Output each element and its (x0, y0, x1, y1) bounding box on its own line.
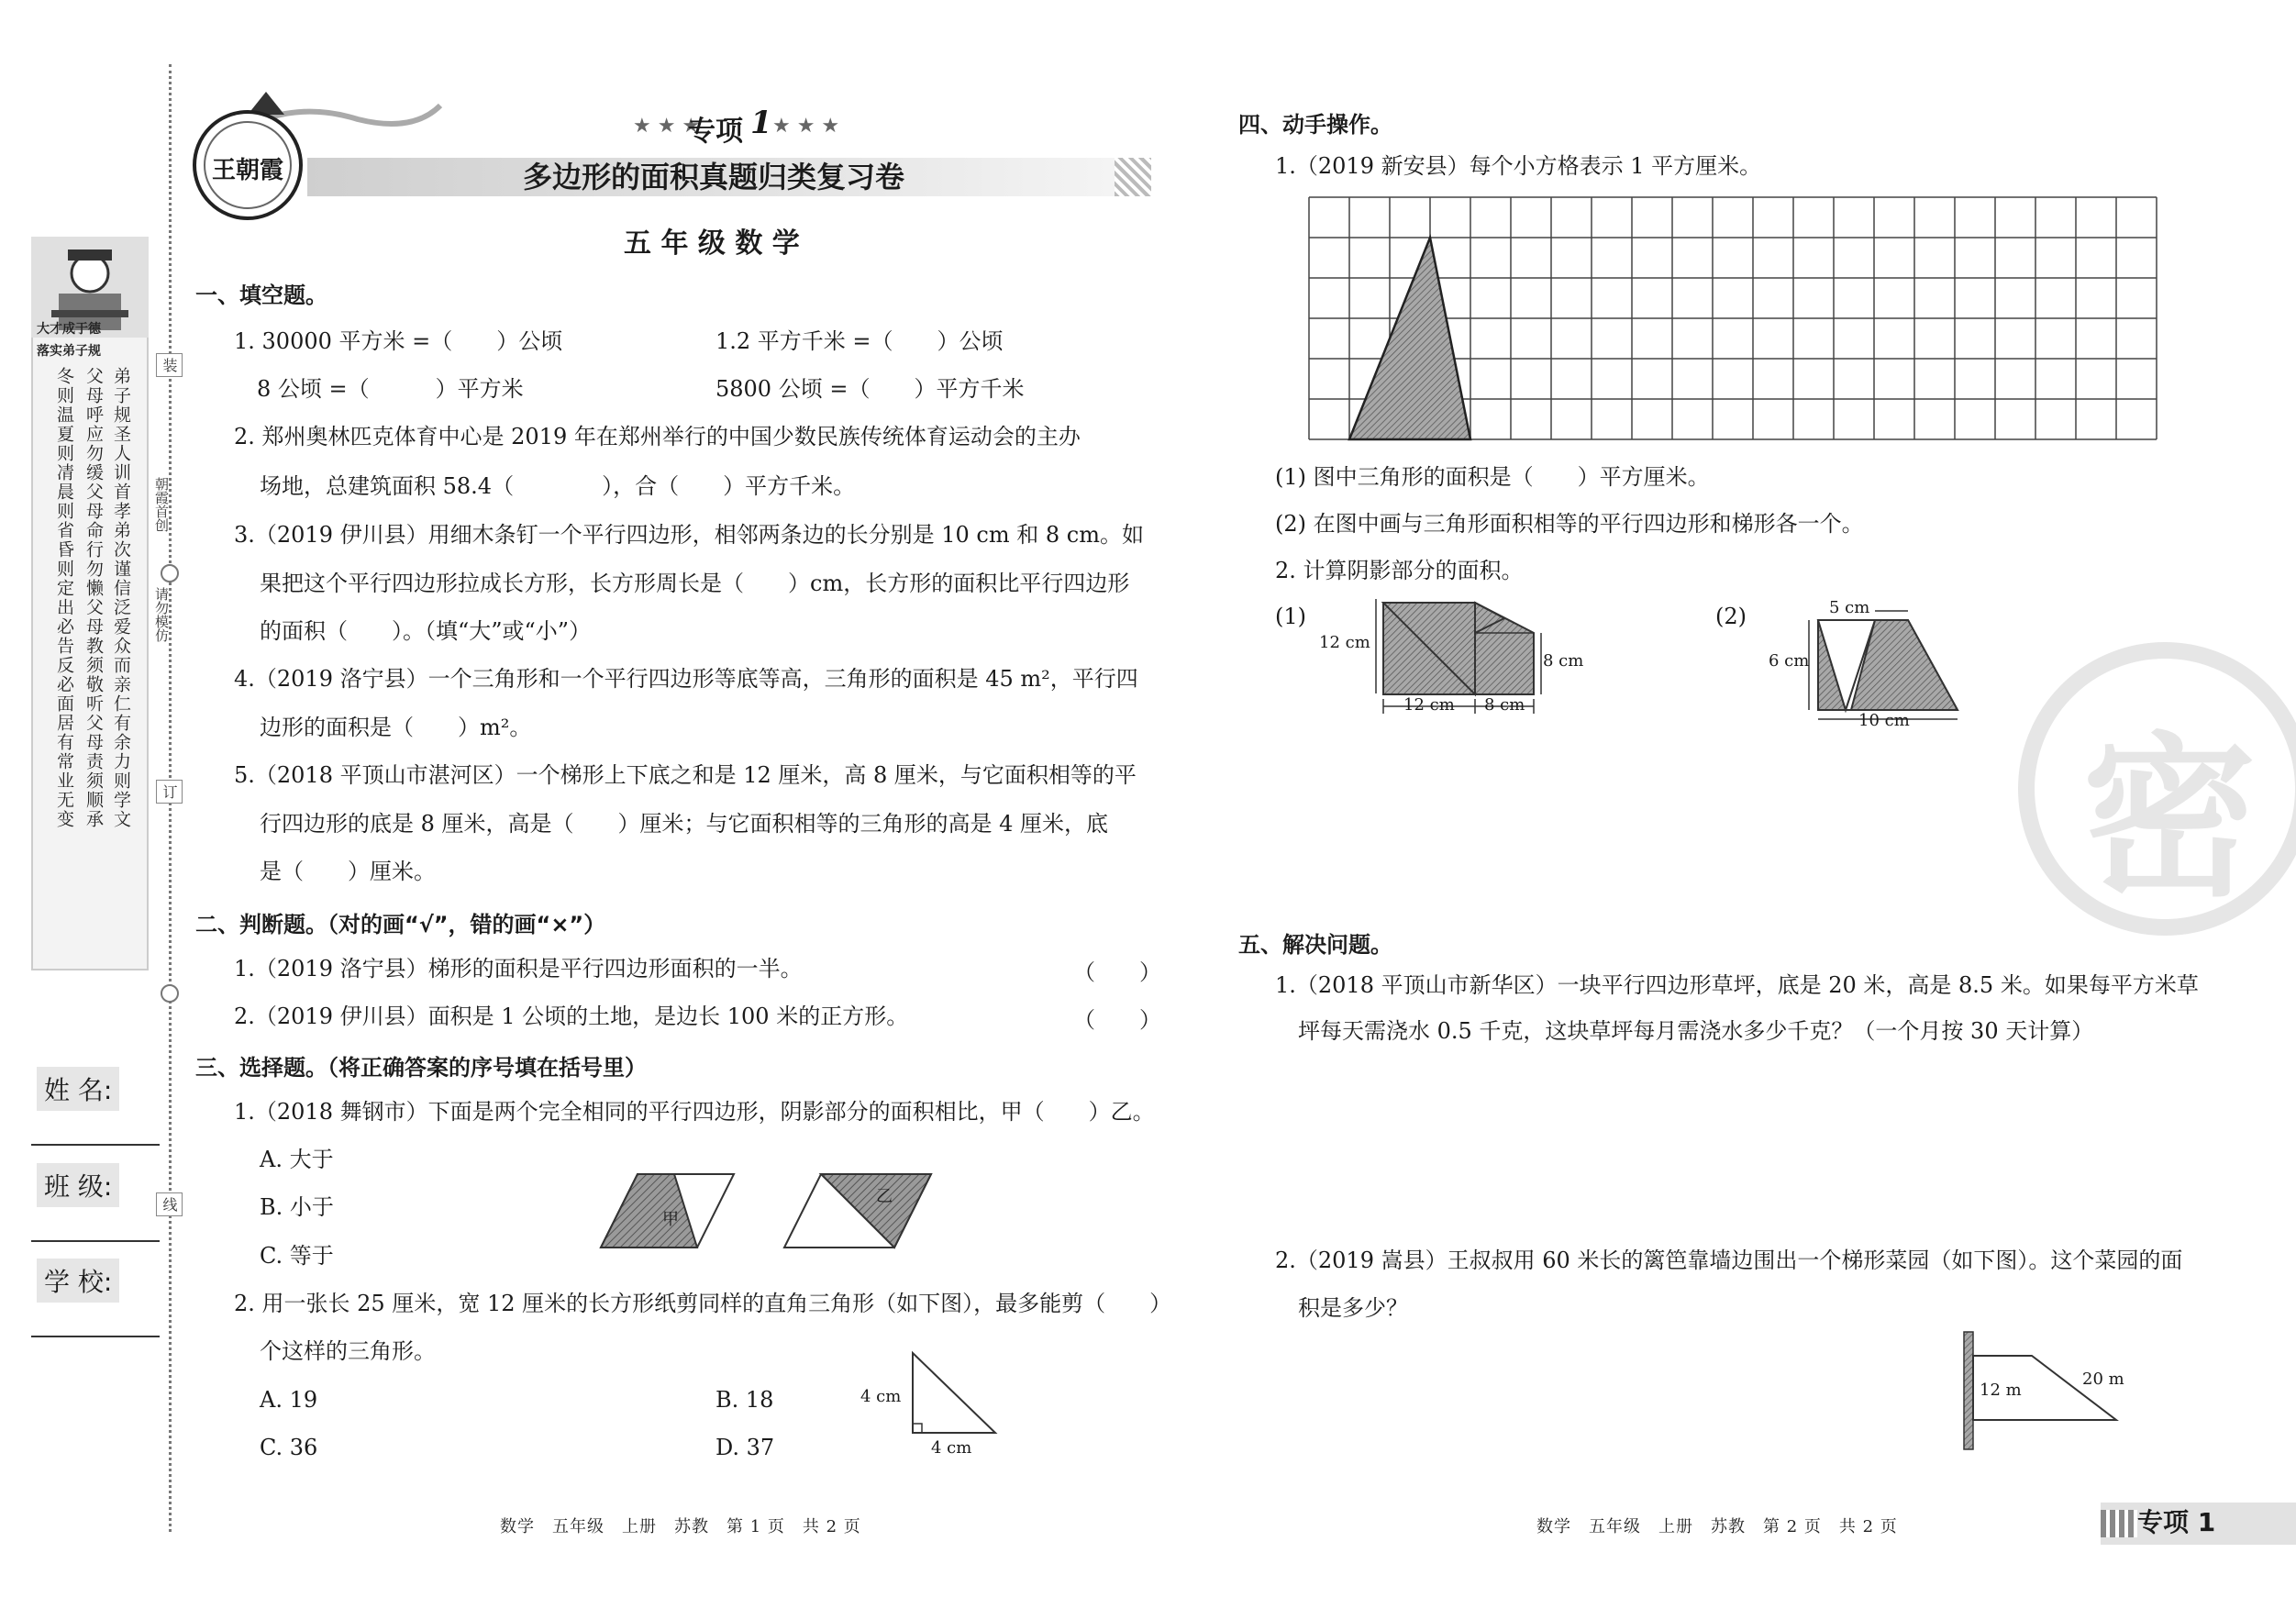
footer-badge: 专项 1 (2137, 1507, 2216, 1537)
question-text: 8 公顷 =（ ）平方米 (257, 376, 524, 402)
motto-caption: 落实弟子规 (37, 344, 101, 359)
motto-column: 冬则温夏则凊晨则省昏则定出必告反必面居有常业无变 (54, 367, 74, 829)
question-text: 场地，总建筑面积 58.4（ ），合（ ）平方千米。 (260, 473, 856, 499)
section-heading: 一、填空题。 (195, 283, 327, 308)
answer-paren[interactable]: （ ） (1073, 959, 1161, 985)
section-heading: 五、解决问题。 (1238, 932, 1392, 958)
question-text: 坪每天需浇水 0.5 千克，这块草坪每月需浇水多少千克？（一个月按 30 天计算） (1298, 1018, 2094, 1044)
binding-hole-icon (161, 564, 179, 582)
shaded-triangle (1349, 238, 1470, 439)
parallelogram-figures (596, 1170, 945, 1252)
question-text: 行四边形的底是 8 厘米，高是（ ）厘米；与它面积相等的三角形的高是 4 厘米，底 (260, 811, 1109, 837)
class-label: 班 级: (37, 1163, 119, 1207)
question-text: 1.（2018 舞钢市）下面是两个完全相同的平行四边形，阴影部分的面积相比，甲（ ）乙。 (234, 1099, 1155, 1125)
seal-char-xian: 线 (156, 1192, 183, 1216)
motto-column: 父母呼应勿缓父母命行勿懒父母教须敬听父母责须顺承 (83, 367, 104, 829)
question-text: 的面积（ ）。（填“大”或“小”） (260, 618, 592, 644)
option-a: A. 大于 (260, 1147, 334, 1172)
question-text: 1.（2019 洛宁县）梯形的面积是平行四边形面积的一半。 (234, 956, 803, 981)
garden-side-20m: 20 m (2082, 1370, 2124, 1389)
option-a: A. 19 (260, 1387, 318, 1413)
question-text: 1.（2019 新安县）每个小方格表示 1 平方厘米。 (1275, 153, 1762, 179)
section-heading: 三、选择题。（将正确答案的序号填在括号里） (195, 1055, 647, 1081)
figure-label: (1) (1275, 604, 1306, 629)
brand-logo-text: 王朝霞 (211, 157, 283, 184)
footer-right: 数学 五年级 上册 苏教 第 2 页 共 2 页 (1536, 1517, 1898, 1536)
option-b: B. 18 (715, 1387, 774, 1413)
question-text: (1) 图中三角形的面积是（ ）平方厘米。 (1275, 464, 1710, 490)
label-jia: 甲 (662, 1210, 679, 1229)
option-c: C. 等于 (260, 1243, 334, 1269)
topic-number: 1 (750, 105, 772, 141)
school-label: 学 校: (37, 1259, 119, 1303)
star-right: ★ ★ ★ (772, 115, 840, 138)
footer-left: 数学 五年级 上册 苏教 第 1 页 共 2 页 (500, 1517, 861, 1536)
answer-paren[interactable]: （ ） (1073, 1007, 1161, 1033)
question-text: 2. 郑州奥林匹克体育中心是 2019 年在郑州举行的中国少数民族传统体育运动会的主办 (234, 424, 1081, 449)
question-text: 5.（2018 平顶山市湛河区）一个梯形上下底之和是 12 厘米，高 8 厘米，与它面积相等的平 (234, 762, 1137, 788)
motto-column: 弟子规圣人训首孝弟次谨信泛爱众而亲仁有余力则学文 (111, 367, 131, 829)
page-subtitle: 五 年 级 数 学 (624, 227, 800, 260)
figure-label: (2) (1715, 604, 1747, 629)
footer-badge-pattern (2101, 1510, 2137, 1537)
question-text: 2. 用一张长 25 厘米，宽 12 厘米的长方形纸剪同样的直角三角形（如下图），最多能剪（ ） (234, 1291, 1172, 1316)
garden-height-12m: 12 m (1980, 1381, 2022, 1400)
watermark-char: 密 (2082, 717, 2257, 920)
fig2-height-6: 6 cm (1769, 651, 1810, 671)
fig2-top-5: 5 cm (1829, 598, 1870, 617)
question-text: 2.（2019 伊川县）面积是 1 公顷的土地，是边长 100 米的正方形。 (234, 1004, 909, 1029)
question-text: (2) 在图中画与三角形面积相等的平行四边形和梯形各一个。 (1275, 511, 1864, 537)
seal-char-zhuang: 装 (156, 353, 183, 377)
star-left: ★ ★ ★ (633, 115, 701, 138)
tri-base-label: 4 cm (931, 1438, 972, 1458)
motto-caption: 大才成于德 (37, 322, 101, 337)
label-yi: 乙 (876, 1187, 893, 1206)
topic-label: 专项 (688, 116, 743, 148)
right-triangle-figure (908, 1348, 1000, 1440)
vertical-note: 朝霞首创 (153, 477, 170, 532)
shade-jia (601, 1174, 697, 1248)
binding-hole-icon (161, 984, 179, 1003)
question-text: 是（ ）厘米。 (260, 859, 436, 884)
question-text: 积是多少？ (1298, 1295, 1408, 1321)
school-field[interactable] (31, 1336, 160, 1337)
question-text: 果把这个平行四边形拉成长方形，长方形周长是（ ）cm，长方形的面积比平行四边形 (260, 571, 1130, 596)
fig1-height-12: 12 cm (1319, 633, 1370, 652)
question-text: 2. 计算阴影部分的面积。 (1275, 558, 1524, 583)
section-heading: 二、判断题。（对的画“√”，错的画“×”） (195, 912, 606, 937)
tri-height-label: 4 cm (860, 1387, 902, 1406)
title-bar-pattern (1115, 158, 1151, 196)
vertical-note: 请勿模仿 (153, 587, 170, 642)
question-text: 5800 公顷 =（ ）平方千米 (715, 376, 1025, 402)
question-text: 4.（2019 洛宁县）一个三角形和一个平行四边形等底等高，三角形的面积是 45 m²，平行四 (234, 666, 1138, 692)
fig1-width-8: 8 cm (1484, 695, 1525, 715)
section-heading: 四、动手操作。 (1238, 112, 1392, 138)
fig2-base-10: 10 cm (1858, 711, 1910, 730)
name-field[interactable] (31, 1144, 160, 1146)
option-b: B. 小于 (260, 1194, 334, 1220)
option-d: D. 37 (715, 1435, 775, 1460)
fig1-height-8: 8 cm (1543, 651, 1584, 671)
seal-char-ding: 订 (156, 780, 183, 804)
question-text: 1.（2018 平顶山市新华区）一块平行四边形草坪，底是 20 米，高是 8.5 米。如果每平方米草 (1275, 972, 2199, 998)
question-text: 2.（2019 嵩县）王叔叔用 60 米长的篱笆靠墙边围出一个梯形菜园（如下图）。这个菜园的面 (1275, 1248, 2183, 1273)
shaded-figure-2 (1805, 605, 1970, 725)
square-grid (1309, 197, 2157, 440)
class-field[interactable] (31, 1240, 160, 1242)
question-text: 3.（2019 伊川县）用细木条钉一个平行四边形，相邻两条边的长分别是 10 cm 和 8 cm。如 (234, 522, 1144, 548)
fig1-width-12: 12 cm (1403, 695, 1455, 715)
name-label: 姓 名: (37, 1067, 119, 1111)
page-title: 多边形的面积真题归类复习卷 (523, 160, 905, 194)
question-text: 1.2 平方千米 =（ ）公顷 (715, 328, 1004, 354)
question-text: 个这样的三角形。 (260, 1338, 436, 1364)
question-text: 边形的面积是（ ）m²。 (260, 715, 532, 740)
question-text: 1. 30000 平方米 =（ ）公顷 (234, 328, 563, 354)
option-c: C. 36 (260, 1435, 318, 1460)
